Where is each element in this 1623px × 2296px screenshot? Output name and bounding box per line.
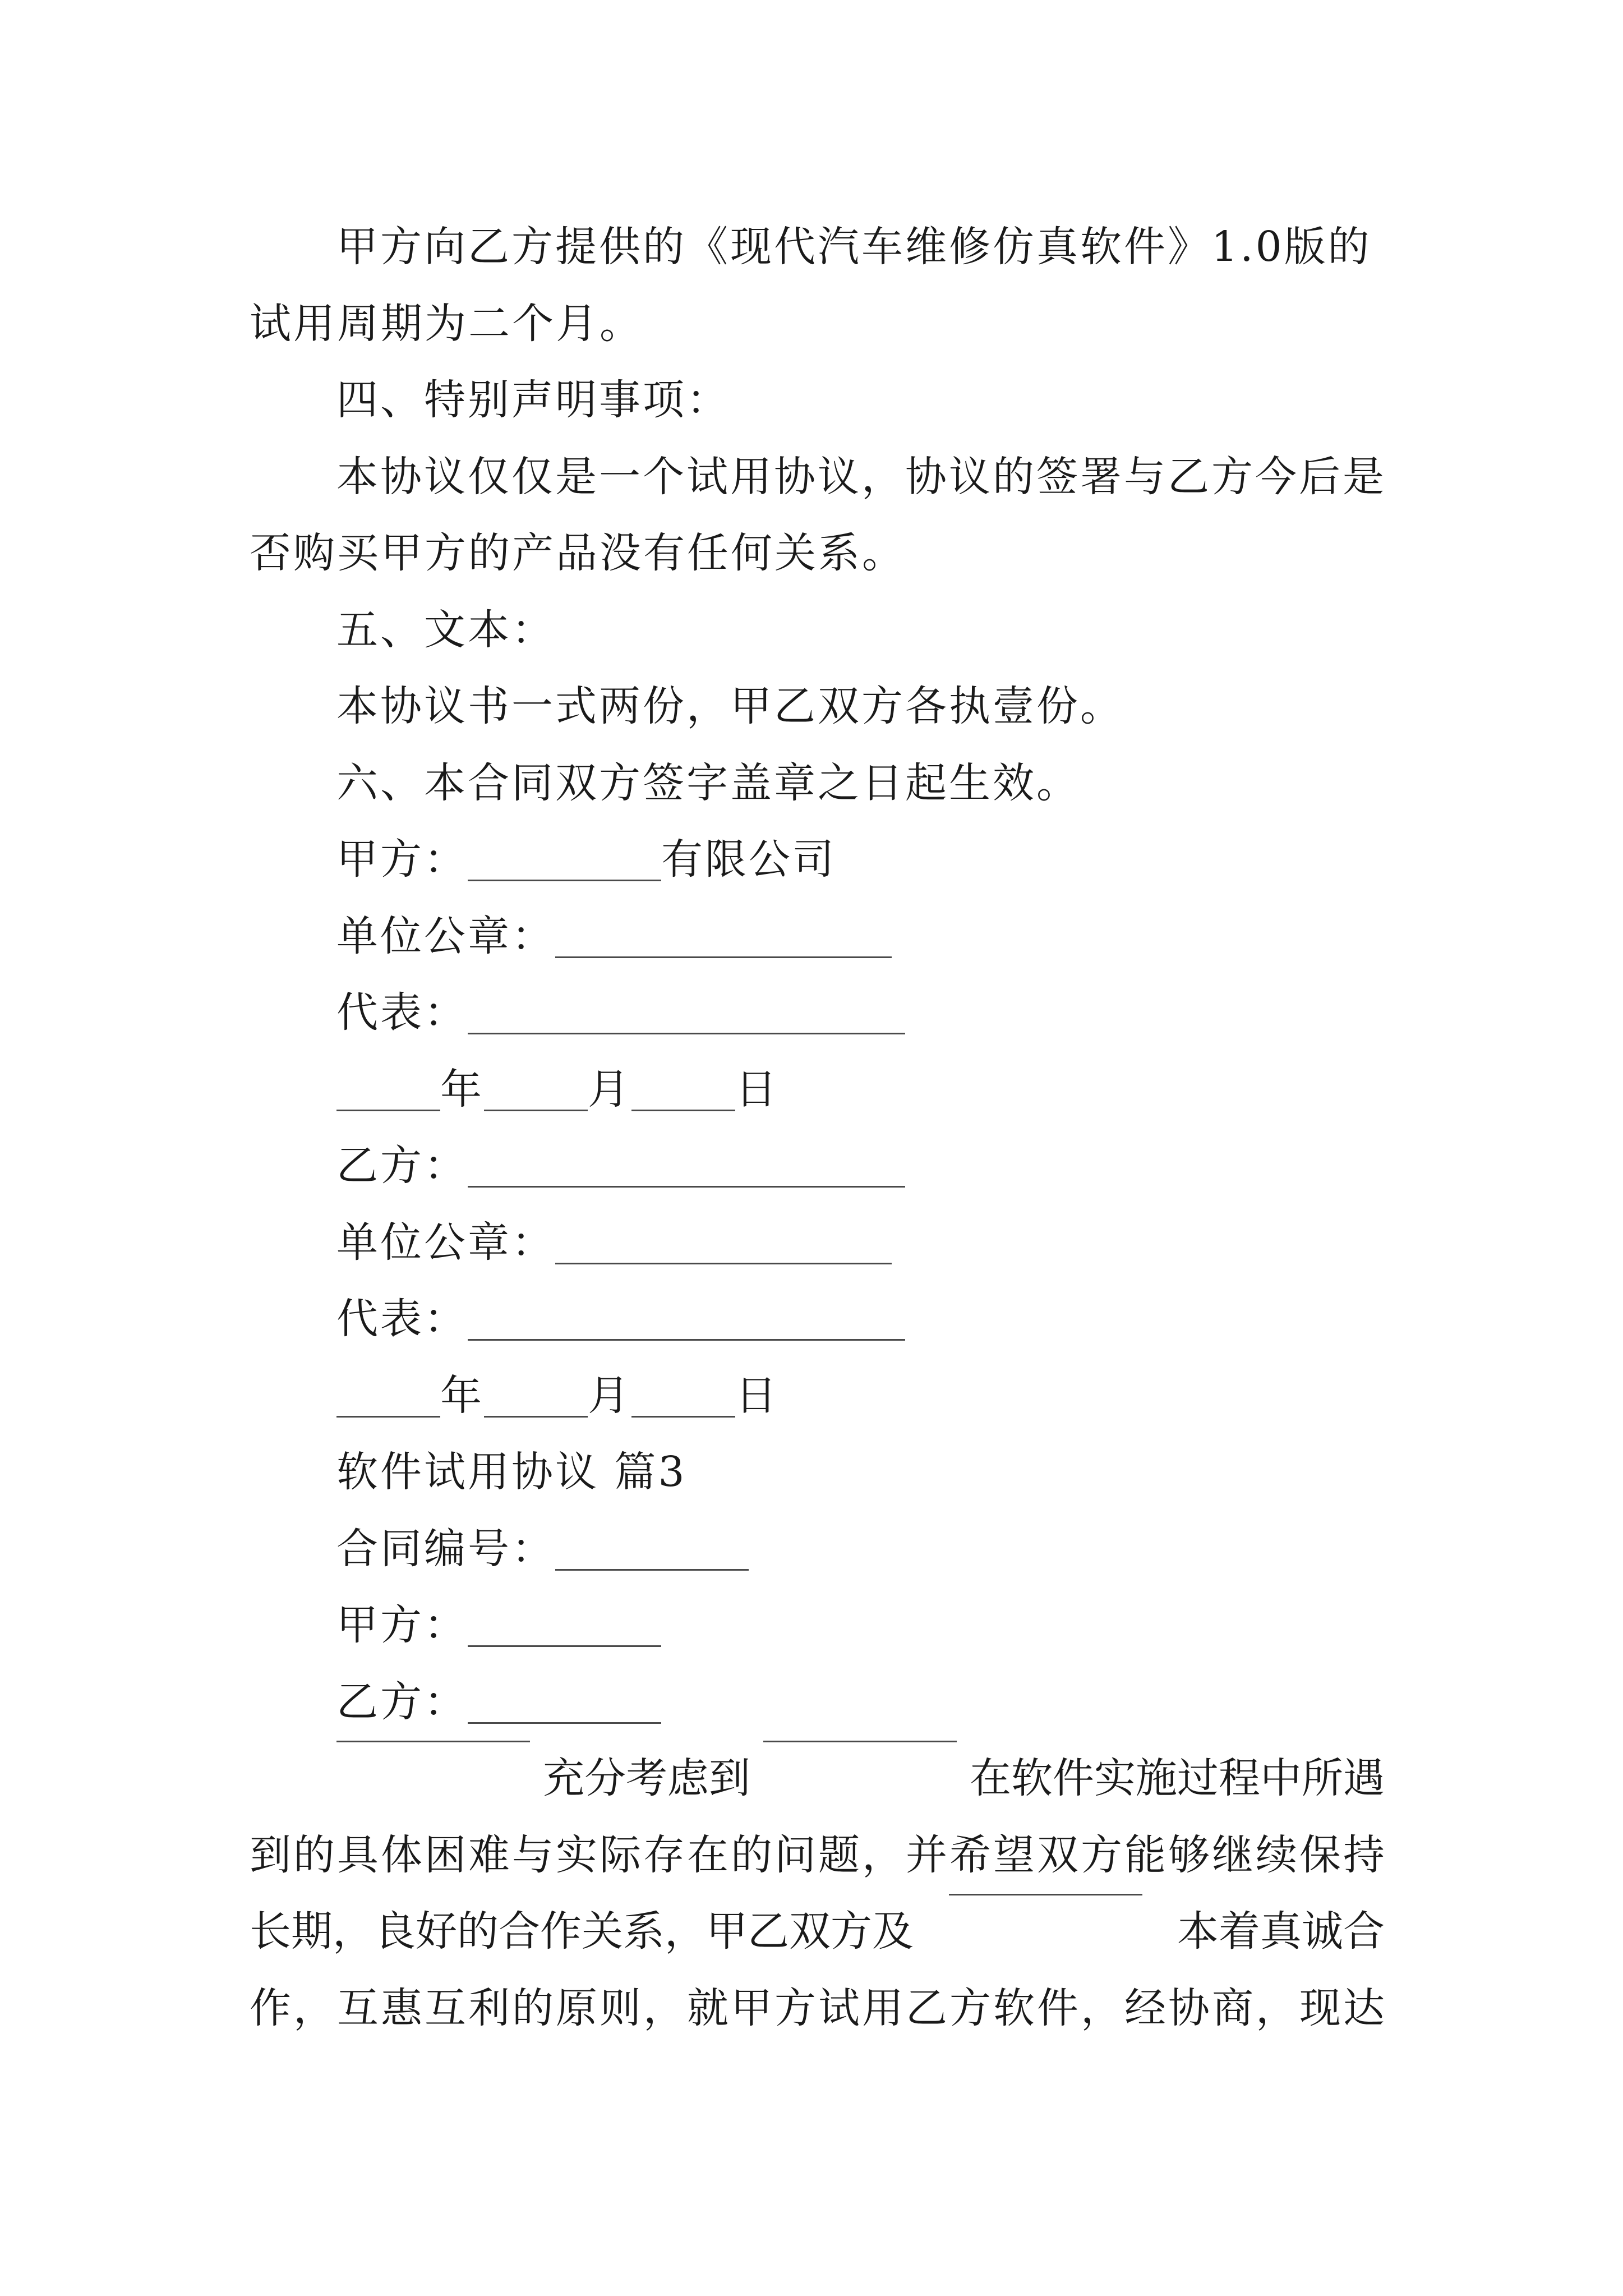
paragraph-statement-line-1: 本协议仅仅是一个试用协议，协议的签署与乙方今后是 — [336, 452, 1386, 501]
intro-text-3b: 本着真诚合 — [1177, 1907, 1385, 1955]
party-b-blank — [468, 1722, 661, 1724]
party-a-suffix: 有限公司 — [661, 835, 836, 884]
month-label: 月 — [588, 1065, 631, 1114]
paragraph-trial-period-line-1: 甲方向乙方提供的《现代汽车维修仿真软件》1.0版的 — [336, 223, 1372, 271]
party-a-short-line — [250, 1587, 1385, 1664]
intro-line-3 — [250, 1893, 1385, 1970]
party-a-label: 甲方： — [336, 835, 468, 884]
contract-no-label: 合同编号： — [336, 1524, 555, 1573]
paragraph-copies: 本协议书一式两份，甲乙双方各执壹份。 — [336, 682, 1124, 730]
rep-blank — [468, 1032, 905, 1034]
intro-blank-3 — [949, 1893, 1142, 1895]
paragraph-statement-line-2: 否购买甲方的产品没有任何关系。 — [250, 529, 906, 577]
party-b-short-line — [250, 1664, 1385, 1741]
party-b-seal-line — [250, 1204, 1385, 1281]
intro-blank-1 — [336, 1740, 530, 1742]
month-label: 月 — [588, 1371, 631, 1420]
year-label: 年 — [440, 1065, 484, 1114]
intro-blank-2 — [763, 1740, 957, 1742]
month-blank — [484, 1415, 588, 1418]
party-b-blank — [468, 1185, 905, 1188]
month-blank — [484, 1109, 588, 1111]
rep-blank — [468, 1338, 905, 1341]
party-a-blank — [468, 879, 661, 881]
day-blank — [631, 1109, 735, 1111]
intro-line-2: 到的具体困难与实际存在的问题，并希望双方能够继续保持 — [250, 1830, 1387, 1879]
party-b-rep-line — [250, 1281, 1385, 1358]
rep-label: 代表： — [336, 1295, 468, 1343]
party-b-date-line — [250, 1358, 1385, 1434]
day-label: 日 — [735, 1065, 779, 1114]
seal-blank — [555, 956, 892, 958]
contract-no-blank — [555, 1568, 749, 1571]
party-a-label: 甲方： — [336, 1601, 468, 1649]
party-a-rep-line — [250, 974, 1385, 1051]
paragraph-trial-period-line-2: 试用周期为二个月。 — [250, 299, 643, 348]
party-a-line — [250, 821, 1385, 898]
party-b-label: 乙方： — [336, 1142, 468, 1190]
intro-line-4: 作，互惠互利的原则，就甲方试用乙方软件，经协商，现达 — [250, 1984, 1387, 2032]
contract-number-line — [250, 1511, 1385, 1588]
party-a-seal-line — [250, 898, 1385, 975]
year-blank — [336, 1109, 440, 1111]
intro-text-3a: 长期，良好的合作关系，甲乙双方及 — [250, 1907, 914, 1955]
section-title: 软件试用协议 篇3 — [336, 1448, 687, 1496]
section-5-heading: 五、文本： — [336, 605, 555, 654]
intro-text-1b: 在软件实施过程中所遇 — [970, 1754, 1385, 1802]
party-a-date-line — [250, 1051, 1385, 1128]
day-label: 日 — [735, 1371, 779, 1420]
seal-label: 单位公章： — [336, 912, 555, 960]
party-a-blank — [468, 1645, 661, 1647]
document-page — [250, 209, 1385, 2046]
seal-blank — [555, 1262, 892, 1264]
rep-label: 代表： — [336, 988, 468, 1037]
intro-line-1 — [250, 1740, 1385, 1817]
party-b-label: 乙方： — [336, 1677, 468, 1726]
intro-text-1a: 充分考虑到 — [543, 1754, 750, 1802]
year-label: 年 — [440, 1371, 484, 1420]
day-blank — [631, 1415, 735, 1418]
paragraph-effective: 六、本合同双方签字盖章之日起生效。 — [336, 758, 1080, 807]
party-b-line — [250, 1128, 1385, 1204]
seal-label: 单位公章： — [336, 1218, 555, 1267]
section-4-heading: 四、特别声明事项： — [336, 376, 730, 424]
year-blank — [336, 1415, 440, 1418]
